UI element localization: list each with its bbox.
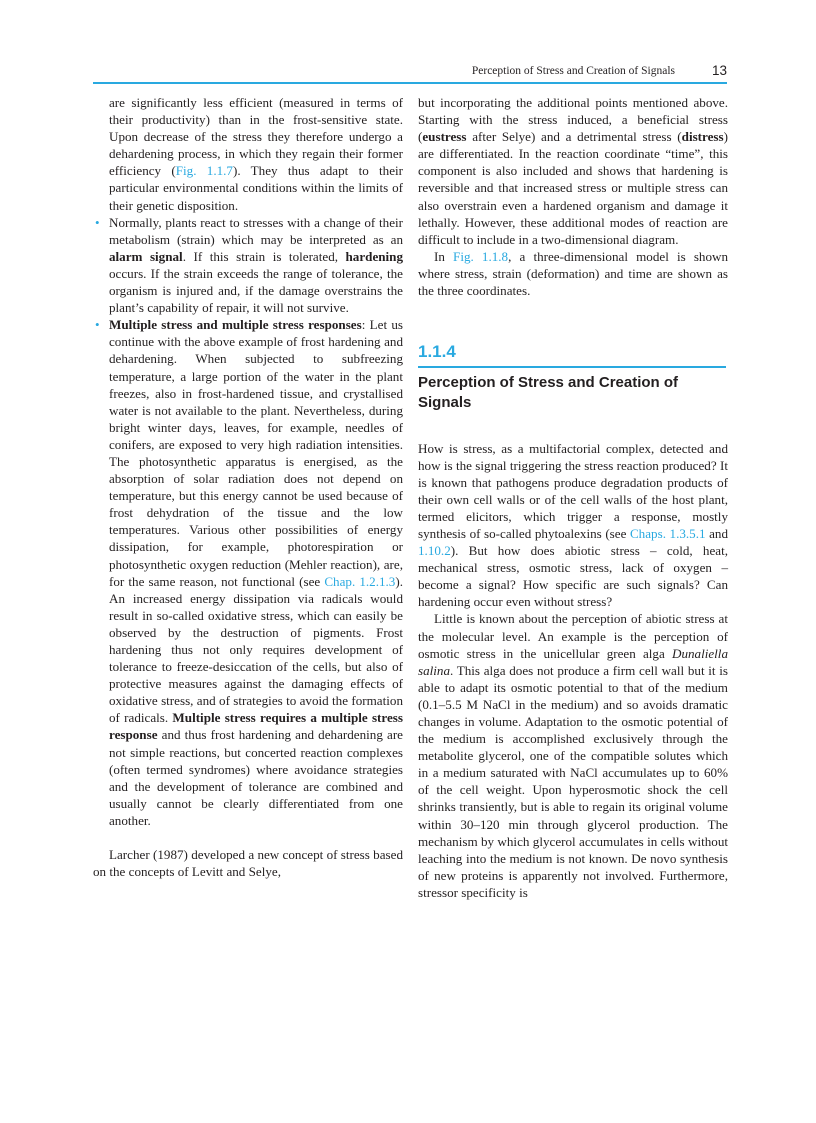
section-title: Perception of Stress and Creation of Signals — [418, 373, 679, 411]
chapter-link-1-3-5-1[interactable]: Chaps. 1.3.5.1 — [629, 525, 706, 541]
paragraph-abiotic-perception: Little is known about the perception of abiotic stress at the molecular level. An example is the perception of osmotic stress in the unicellular green alga Dunaliella salina. This alga does not produce a firm cell wall but it is able to adapt its osmotic potential to that of the medium (0.1–5.5 M NaCl in the medium) and so avoids dramatic changes in volume. Adaptation to the osmotic potential of the medium is accomplished exclusively through the metabolite glycerol, one of the compatible solutes which in a medium saturated with NaCl accumulates up to 60% of the cell weight. Upon hyperosmotic shock the cell shrinks transiently, but is able to regain its original volume within 30–120 min through glycerol production. The mechanism by which glycerol accumulates in cells without leaching into the medium is not known. De novo synthesis of new proteins is apparently not involved. Furthermore, stressor specificity is — [418, 611, 728, 900]
figure-link-1-1-7[interactable]: Fig. 1.1.7 — [175, 163, 233, 179]
page-number: 13 — [711, 63, 727, 78]
paragraph-fig-1-1-8: In Fig. 1.1.8, a three-dimensional model is shown where stress, strain (deformation) and time are shown as the three coordinates. — [418, 248, 729, 299]
bullet-item-alarm-signal: • Normally, plants react to stresses with a change of their metabolism (strain) which may be interpreted as an alarm signal. If this strain is tolerated, hardening occurs. If the strain exceeds the range of tolerance, the organism is injured and, if the damage overstrains the plant’s capability of repair, it will not survive. — [95, 214, 403, 316]
running-header-title: Perception of Stress and Creation of Signals — [471, 65, 675, 77]
paragraph-continuation: are significantly less efficient (measured in terms of their productivity) than in the frost-sensitive state. Upon decrease of the stress they therefore undergo a dehardening process, in which they regain their former efficiency (Fig. 1.1.7). They thus adapt to their particular environmental conditions within the limits of their genetic disposition. — [109, 95, 404, 213]
paragraph-stress-detection: How is stress, as a multifactorial complex, detected and how is the signal triggering the stress reaction produced? It is known that pathogens produce degradation products of their own cell walls or of the cell walls of the host plant, termed elicitors, which trigger a response, mostly synthesis of so-called phytoalexins (see Chaps. 1.3.5.1 and 1.10.2). But how does abiotic stress – cold, heat, mechanical stress, osmotic stress, lack of oxygen – become a signal? How specific are such signals? Can hardening occur even without stress? — [418, 440, 728, 610]
bullet-icon: • — [95, 214, 100, 230]
bullet-item-multiple-stress: • Multiple stress and multiple stress responses: Let us continue with the above example of frost hardening and dehardening. When subjected to subfreezing temperature, a large portion of the water in the plant freezes, also in frost-hardened tissue, and crystallised water is not available to the plant. Nevertheless, during bright winter days, leaves, for example, needles of conifers, are exposed to very high radiation intensities. The photosynthetic apparatus is energised, as the absorption of solar radiation does not depend on temperature, but this energy cannot be used because of frost dehydration of the tissue and the low temperatures. Various other possibilities of energy dissipation, for example, photorespiration or photosynthetic oxygen reduction (Mehler reaction), are, for the same reason, not functional (see Chap. 1.2.1.3). An increased energy dissipation via radicals would result in so-called oxidative stress, which can easily be observed by the destruction of pigments. Frost hardening thus not only requires development of tolerance to freeze-desiccation of the cells, but also of protective measures against the damaging effects of oxidative stress, and of strategies to avoid the formation of radicals. Multiple stress requires a multiple stress response and thus frost hardening and dehardening are not simple reactions, but concerted reaction complexes (often termed syndromes) where avoidance strategies and the development of tolerance are combined and usually cannot be clearly differentiated from one another. — [95, 317, 403, 828]
bullet-icon: • — [95, 317, 100, 333]
left-column — [93, 94, 403, 880]
chapter-link-1-2-1-3[interactable]: Chap. 1.2.1.3 — [324, 573, 396, 589]
paragraph-continuation-right: but incorporating the additional points mentioned above. Starting with the stress induced, a beneficial stress (eustress after Selye) and a detrimental stress (distress) are differentiated. In the reaction coordinate “time”, this component is also included and shows that hardening is reversible and that increased stress or multiple stress can also overstrain even a hardened organism and damage it lethally. However, these additional modes of reaction are difficult to include in a two-dimensional diagram. — [418, 95, 728, 247]
chapter-link-1-10-2[interactable]: 1.10.2 — [418, 543, 451, 559]
running-header — [93, 63, 727, 81]
right-column — [418, 94, 728, 901]
section-rule — [418, 366, 726, 367]
header-rule — [93, 82, 727, 84]
section-number: 1.1.4 — [418, 342, 456, 362]
figure-link-1-1-8[interactable]: Fig. 1.1.8 — [453, 248, 509, 264]
paragraph-larcher: Larcher (1987) developed a new concept of stress based on the concepts of Levitt and Selye, — [93, 847, 403, 880]
